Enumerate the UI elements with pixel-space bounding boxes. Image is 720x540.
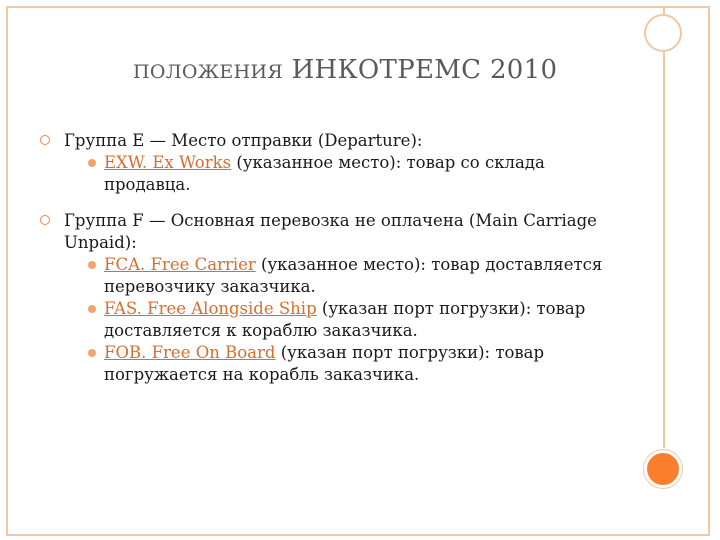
circle-bullet-icon xyxy=(40,135,50,145)
fas-text: (указан порт погрузки): товар доставляется к кораблю заказчика. xyxy=(104,299,586,340)
dot-bullet-icon xyxy=(88,349,96,357)
circle-bullet-icon xyxy=(40,215,50,225)
group-e-heading: Группа E — Место отправки (Departure): xyxy=(64,131,423,150)
title-part-main: ИНКОТРЕМС 2010 xyxy=(291,55,558,85)
exw-link[interactable]: EXW. Ex Works xyxy=(104,153,232,172)
dot-bullet-icon xyxy=(88,305,96,313)
group-e xyxy=(36,130,636,196)
fas-link[interactable]: FAS. Free Alongside Ship xyxy=(104,299,317,318)
slide-title xyxy=(133,55,557,85)
list-item-fca xyxy=(74,254,636,298)
fca-text: (указанное место): товар доставляется перевозчику заказчика. xyxy=(104,255,603,296)
list-item-exw xyxy=(74,152,636,196)
slide-content xyxy=(36,130,636,400)
fob-link[interactable]: FOB. Free On Board xyxy=(104,343,276,362)
group-f-heading: Группа F — Основная перевозка не оплачена (Main Carriage Unpaid): xyxy=(64,211,597,252)
decorative-vertical-line xyxy=(663,8,665,448)
list-item-fob xyxy=(74,342,636,386)
dot-bullet-icon xyxy=(88,159,96,167)
title-part-small-caps: ПОЛОЖЕНИЯ xyxy=(133,61,283,83)
group-f xyxy=(36,210,636,386)
list-item-fas xyxy=(74,298,636,342)
decorative-circle-top-icon xyxy=(644,14,682,52)
fca-link[interactable]: FCA. Free Carrier xyxy=(104,255,256,274)
decorative-circle-orange-icon xyxy=(644,450,682,488)
exw-text: (указанное место): товар со склада продавца. xyxy=(104,153,545,194)
dot-bullet-icon xyxy=(88,261,96,269)
fob-text: (указан порт погрузки): товар погружается на корабль заказчика. xyxy=(104,343,545,384)
